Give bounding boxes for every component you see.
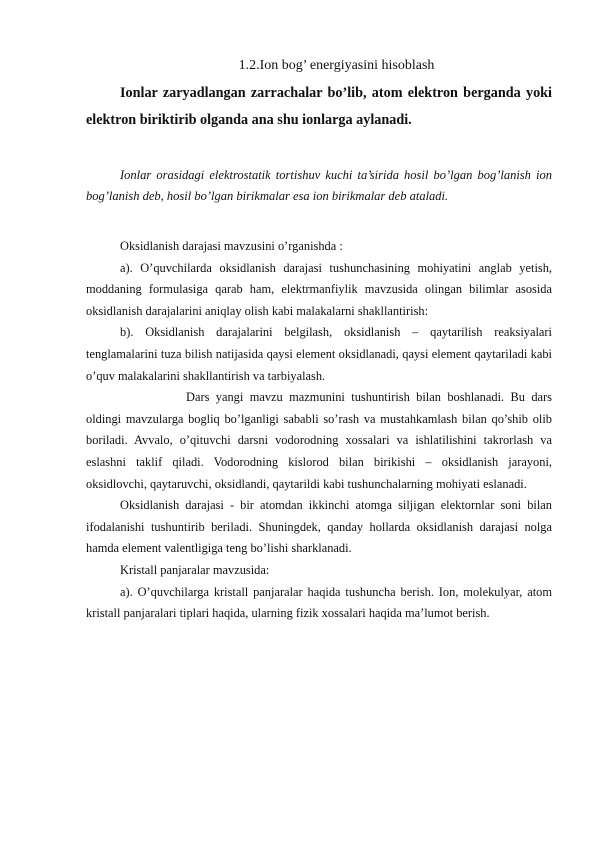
body-text (86, 236, 552, 625)
paragraph-crystal-topic: Kristall panjaralar mavzusida: (120, 562, 270, 577)
paragraph-item-b: b). Oksidlanish darajalarini belgilash, oksidlanish – qaytarilish reaksiyalari tenglamalarini tuza bilish natijasida qaysi element oksidlanadi, qaysi element qaytariladi kabi o’quv malakalarini shakllantirish va tarbiyalash. (86, 325, 552, 383)
section-title: 1.2.Ion bog’ energiyasini hisoblash (238, 58, 435, 73)
lead-paragraph: Ionlar zaryadlangan zarrachalar bo’lib, atom elektron berganda yoki elektron biriktirib olganda ana shu ionlarga aylanadi. (86, 85, 552, 128)
paragraph-lesson: Dars yangi mavzu mazmunini tushuntirish bilan boshlanadi. Bu dars oldingi mavzularga bogliq bo’lganligi sababli so’rash va mustahkamlash bilan qo’shib olib boriladi. Avvalo, o’qituvchi darsni vodorodning xossalari va ishlatilishini takrorlash va eslashni taklif qiladi. Vodorodning kislorod bilan birikishi – oksidlanish jarayoni, oksidlovchi, qaytaruvchi, oksidlandi, qaytarildi kabi tushunchalarning mohiyati eslanadi. (86, 390, 552, 491)
paragraph-oxidation-state: Oksidlanish darajasi - bir atomdan ikkinchi atomga siljigan elektornlar soni bilan ifodalanishi tushuntirib beriladi. Shuningdek, qanday hollarda oksidlanish darajasi nolga hamda element valentligiga teng bo’lishi sharklanadi. (86, 498, 552, 556)
paragraph-item-a: a). O’quvchilarda oksidlanish darajasi tushunchasining mohiyatini anglab yetish, moddaning formulasiga qarab ham, elektrmanfiylik mavzusida olingan bilimlar asosida oksidlanish darajalarini aniqlay olish kabi malakalarni shakllantirish: (86, 260, 552, 318)
paragraph-crystal-item-a: a). O’quvchilarga kristall panjaralar haqida tushuncha berish. Ion, molekulyar, atom kristall panjaralari tiplari haqida, ularning fizik xossalari haqida ma’lumot berish. (86, 584, 552, 621)
definition-paragraph: Ionlar orasidagi elektrostatik tortishuv kuchi ta’sirida hosil bo’lgan bog’lanish ion bog’lanish deb, hosil bo’lgan birikmalar esa ion birikmalar deb ataladi. (86, 168, 552, 203)
paragraph-intro: Oksidlanish darajasi mavzusini o’rganishda : (120, 239, 343, 253)
